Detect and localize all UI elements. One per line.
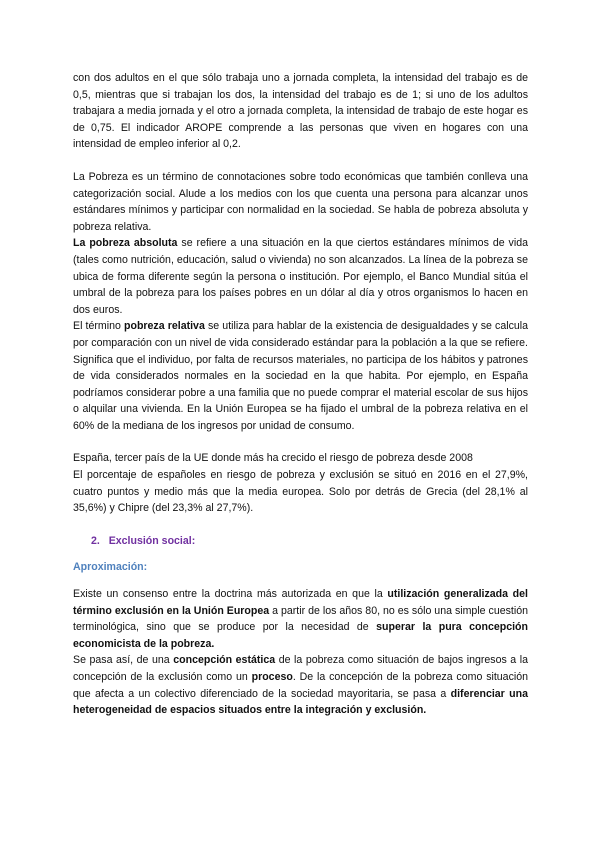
process-text-c: de la pobreza como situación de bajos ingresos a la concepción de la exclusión como un bbox=[73, 654, 529, 683]
consensus-bold-d: superar la pura concepción economicista de la pobreza. bbox=[73, 621, 529, 650]
subheading-approximation: Aproximación: bbox=[73, 561, 148, 574]
absolute-poverty-text: se refiere a una situación en la que ciertos estándares mínimos de vida (tales como nutrición, educación, salud o vivienda) no son alcanzados. La línea de la pobreza se ubica de forma diferente según la persona o institución. Por ejemplo, el Banco Mundial sitúa el umbral de la pobreza para los países pobres en un dólar al día y otros organismos lo hacen en dos euros. bbox=[73, 237, 528, 316]
section-number: 2. bbox=[91, 534, 100, 547]
spacer bbox=[73, 434, 528, 450]
relative-poverty-pre: El término bbox=[73, 320, 124, 333]
section-heading-exclusion bbox=[73, 533, 528, 550]
spacer bbox=[73, 517, 528, 533]
spacer bbox=[73, 549, 528, 559]
paragraph-relative-poverty bbox=[73, 318, 528, 434]
paragraph-spain-statistics: El porcentaje de españoles en riesgo de pobreza y exclusión se situó en 2016 en el 27,9%, cuatro puntos y medio más que la media europea. Solo por detrás de Grecia (del 28,1% al 35,6%) y Chipre (del 23,3% al 27,7%). bbox=[73, 469, 528, 515]
process-bold-b: concepción estática bbox=[173, 654, 276, 667]
consensus-bold-b: utilización generalizada del término exclusión en la Unión Europea bbox=[73, 588, 528, 617]
consensus-text-c: a partir de los años 80, no es sólo una simple cuestión terminológica, sino que se produce por la necesidad de bbox=[73, 604, 528, 634]
spacer bbox=[73, 153, 528, 169]
section-title: Exclusión social: bbox=[108, 534, 196, 547]
document-page bbox=[73, 70, 528, 719]
process-text-e: . De la concepción de la pobreza como situación que afecta a un colectivo diferenciado de la sociedad mayoritaria, se pasa a bbox=[73, 671, 529, 700]
paragraph-work-intensity: con dos adultos en el que sólo trabaja uno a jornada completa, la intensidad del trabajo es de 0,5, mientras que si trabajan los dos, la intensidad del trabajo es de 1; si uno de los adultos trabajara a media jornada y el otro a jornada completa, la intensidad de trabajo de este hogar es de 0,75. El indicador AROPE comprende a las personas que viven en hogares con una intensidad de empleo inferior al 0,2. bbox=[73, 72, 528, 151]
relative-poverty-text: se utiliza para hablar de la existencia de desigualdades y se calcula por comparación con un nivel de vida considerado estándar para la población a la que se refiere. Significa que el individuo, por falta de recursos materiales, no participa de los hábitos y patrones de vida considerados normales en la sociedad en la que habita. Por ejemplo, en España podríamos considerar pobre a una familia que no puede comprar el material escolar de sus hijos o alquilar una vivienda. En la Unión Europea se ha fijado el umbral de la pobreza relativa en el 60% de la mediana de los ingresos por unidad de consumo. bbox=[73, 320, 528, 432]
process-bold-f: diferenciar una heterogeneidad de espacios situados entre la integración y exclusión. bbox=[73, 687, 529, 717]
paragraph-exclusion-consensus bbox=[73, 586, 528, 652]
paragraph-spain-headline: España, tercer país de la UE donde más ha crecido el riesgo de pobreza desde 2008 bbox=[73, 452, 473, 465]
process-text-a: Se pasa así, de una bbox=[73, 654, 174, 667]
process-bold-d: proceso bbox=[251, 671, 293, 683]
paragraph-poverty-definition: La Pobreza es un término de connotaciones sobre todo económicas que también conlleva una categorización social. Alude a los medios con los que cuenta una persona para alcanzar unos estándares mínimos y participar con normalidad en la sociedad. Se habla de pobreza absoluta y pobreza relativa. bbox=[73, 170, 528, 233]
paragraph-absolute-poverty bbox=[73, 235, 528, 318]
term-absolute-poverty: La pobreza absoluta bbox=[73, 237, 178, 250]
paragraph-exclusion-process bbox=[73, 652, 528, 718]
consensus-text-a: Existe un consenso entre la doctrina más autorizada en que la bbox=[73, 588, 388, 601]
spacer bbox=[73, 576, 528, 586]
term-relative-poverty: pobreza relativa bbox=[124, 320, 205, 333]
